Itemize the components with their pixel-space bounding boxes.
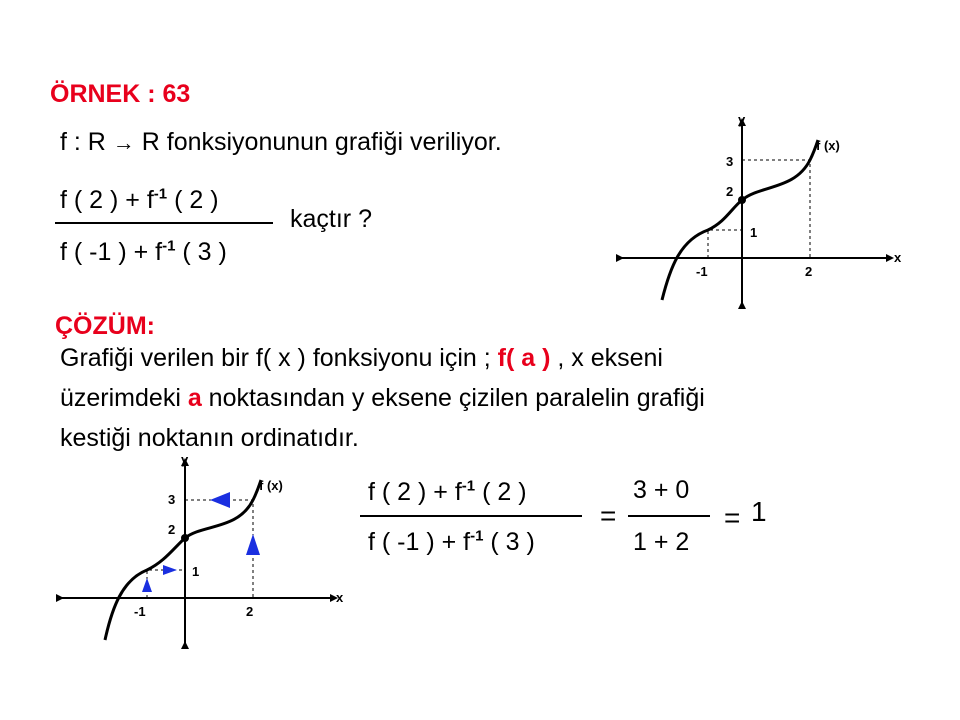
result-fraction-bar bbox=[360, 515, 582, 517]
arrow-left-large-icon bbox=[210, 492, 230, 508]
problem-statement bbox=[60, 128, 502, 157]
function-curve bbox=[105, 480, 261, 640]
statement-suffix: R fonksiyonunun grafiği veriliyor. bbox=[141, 128, 502, 156]
example-title: ÖRNEK : 63 bbox=[50, 80, 191, 108]
tick-xm1: -1 bbox=[696, 264, 708, 279]
value-numerator: 3 + 0 bbox=[633, 476, 690, 504]
y-axis-label: y bbox=[181, 452, 189, 467]
highlight-a: a bbox=[187, 384, 202, 412]
tick-x2: 2 bbox=[246, 604, 254, 619]
guide-dashes-m1 bbox=[147, 570, 185, 598]
function-graph-top bbox=[600, 100, 920, 315]
question-fraction-bar bbox=[55, 222, 273, 224]
solution-line-2: üzerimdeki a noktasından y eksene çizilen paralelin grafiği bbox=[60, 384, 705, 412]
x-axis-label: x bbox=[894, 250, 902, 265]
result-numerator: f ( 2 ) + $f^{-1}$ ( 2 ) bbox=[368, 477, 527, 506]
tick-xm1: -1 bbox=[134, 604, 146, 619]
tick-y3: 3 bbox=[726, 154, 734, 169]
tick-x2: 2 bbox=[805, 264, 813, 279]
function-graph-bottom bbox=[50, 450, 370, 655]
statement-prefix: f : R bbox=[60, 128, 106, 156]
tick-y2: 2 bbox=[726, 184, 734, 199]
value-fraction-bar bbox=[628, 515, 710, 517]
tick-y1: 1 bbox=[750, 225, 758, 240]
solution-line-1: Grafiği verilen bir f( x ) fonksiyonu için ; f( a ) , x ekseni bbox=[60, 344, 663, 372]
fx-label: f (x) bbox=[816, 138, 840, 153]
solution-line-3: kestiği noktanın ordinatıdır. bbox=[60, 424, 359, 452]
tick-y2: 2 bbox=[168, 522, 176, 537]
tick-y1: 1 bbox=[192, 564, 200, 579]
equals-sign-1: = bbox=[600, 500, 617, 531]
guide-dashes-m1 bbox=[708, 230, 742, 258]
arrow-right-small-icon bbox=[163, 565, 177, 575]
intercept-point bbox=[738, 196, 746, 204]
arrow-up-large-icon bbox=[246, 534, 260, 555]
maps-to-arrow-icon: → bbox=[112, 130, 135, 155]
x-axis-label: x bbox=[336, 590, 344, 605]
function-curve bbox=[662, 140, 818, 300]
question-tail: kaçtır ? bbox=[290, 205, 372, 233]
equals-sign-2: = bbox=[724, 502, 741, 533]
question-numerator: f ( 2 ) + $f^{-1}$ ( 2 ) bbox=[60, 185, 219, 214]
arrow-up-small-icon bbox=[142, 578, 152, 592]
tick-y3: 3 bbox=[168, 492, 176, 507]
intercept-point bbox=[181, 534, 189, 542]
highlight-fa: f( a ) bbox=[497, 344, 551, 372]
solution-heading: ÇÖZÜM: bbox=[55, 312, 155, 340]
y-axis-label: y bbox=[738, 112, 746, 127]
question-denominator: f ( -1 ) + $f^{-1}$ ( 3 ) bbox=[60, 237, 227, 266]
result-denominator: f ( -1 ) + $f^{-1}$ ( 3 ) bbox=[368, 527, 535, 556]
fx-label: f (x) bbox=[259, 478, 283, 493]
final-answer: 1 bbox=[751, 496, 767, 527]
value-denominator: 1 + 2 bbox=[633, 528, 690, 556]
